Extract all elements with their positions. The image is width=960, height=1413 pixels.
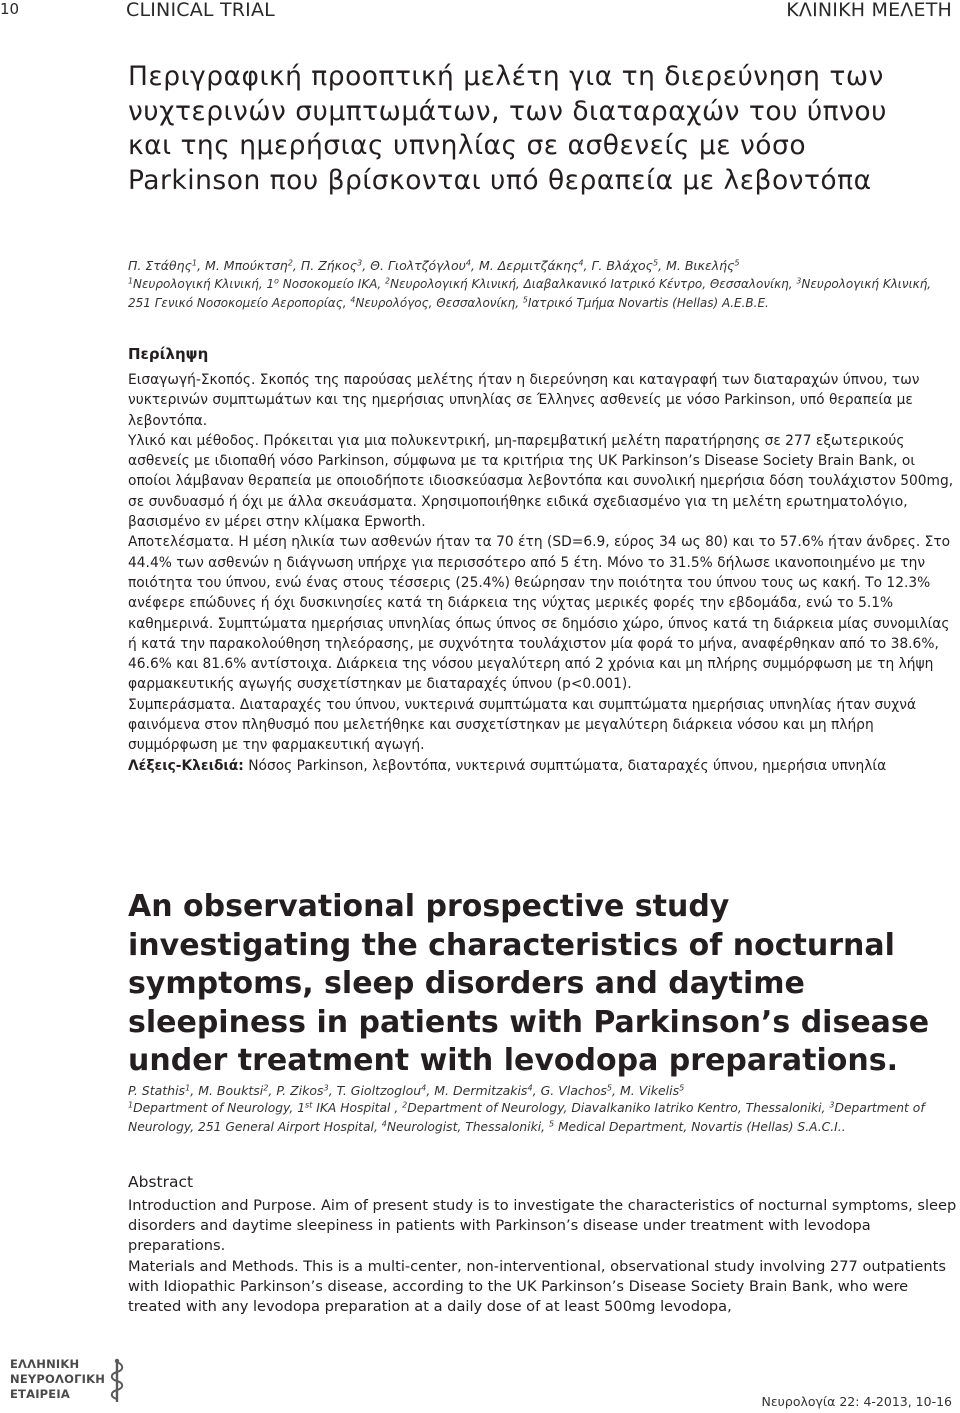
author-separator: , [190,1083,199,1098]
greek-abstract-heading: Περίληψη [128,345,209,363]
page-number: 10 [0,0,20,18]
author-name: Θ. Γιολτζόγλου [370,258,466,273]
society-logo [10,1357,130,1405]
english-abstract-introduction: Introduction and Purpose. Aim of present study is to investigate the characteristics of nocturnal symptoms, sleep disorders and daytime sleepiness in patients with Parkinson’s disease under treatment with levodopa preparations. [128,1197,957,1255]
affiliation-marker: 4 [381,1119,387,1129]
keywords-label: Λέξεις-Κλειδιά: [128,757,244,774]
author-separator: , [426,1083,435,1098]
affiliation-marker: 1 [191,257,198,268]
affiliation-marker: 5 [734,257,740,268]
english-author-list [128,1083,684,1098]
greek-abstract-results: Αποτελέσματα. Η μέση ηλικία των ασθενών ήταν τα 70 έτη (SD=6.9, εύρος 34 ως 80) και το 57.6% ήταν άνδρες. Στο 44.4% των ασθενών η διάγνωση υπήρχε για περισσότερο από 5 έτη. Μόνο το 31.5% δήλωσε ικανοποιημένο με την ποιότητα του ύπνου, ενώ ένας στους τέσσερις (25.4%) θεώρησαν την ποιότητα του ύπνου τους ως κακή. Το 12.3% ανέφερε επώδυνες ή όχι δυσκινησίες κατά τη διάρκεια της νύχτας μερικές φορές την εβδομάδα, ενώ το 5.1% καθημερινά. Συμπτώματα ημερήσιας υπνηλίας όπως ύπνος σε δημόσιο χώρο, ύπνος κατά τη διάρκεια μίας συνομιλίας ή κατά την παρακολούθηση τηλεόρασης, με συχνότητα τουλάχιστον μία φορά το μήνα, αναφέρθηκαν από το 38.6%, 46.6% και 81.6% αντίστοιχα. Διάρκεια της νόσου μεγαλύτερη από 2 χρόνια και μη πλήρης συμμόρφωση με τη λήψη φαρμακευτικής αγωγής συσχετίστηκαν με διαταραχές ύπνου (p<0.001). [128,534,951,693]
greek-abstract-introduction: Εισαγωγή-Σκοπός. Σκοπός της παρούσας μελέτης ήταν η διερεύνηση και καταγραφή των διαταραχών ύπνου, των νυκτερινών συμπτωμάτων και της ημερήσιας υπνηλίας σε Έλληνες ασθενείς με νόσο Parkinson, υπό θεραπεία με λεβοντόπα. [128,372,920,429]
affiliation-marker: 5 [606,1082,613,1093]
affiliation-marker: st [305,1100,313,1110]
author-name: Μ. Βικελής [666,258,735,273]
keywords-text: Νόσος Parkinson, λεβοντόπα, νυκτερινά συμπτώματα, διαταραχές ύπνου, ημερήσια υπνηλία [243,757,887,774]
logo-line-1: ΕΛΛΗΝΙΚΗ [10,1357,80,1371]
affiliation-text: Νευρολογική Κλινική, 251 Γενικό Νοσοκομείο Αεροπορίας, [128,277,932,310]
greek-article-title: Περιγραφική προοπτική μελέτη για τη διερεύνηση των νυχτερινών συμπτωμάτων, των διαταραχών του ύπνου και της ημερήσιας υπνηλίας σε ασθενείς με νόσο Parkinson που βρίσκονται υπό θεραπεία με λεβοντόπα [128,61,887,196]
author-name: P. Zikos [276,1083,324,1098]
author-name: M. Bouktsi [198,1083,264,1098]
author-separator: , [268,1083,277,1098]
author-name: Γ. Βλάχος [591,258,653,273]
english-abstract-methods: Materials and Methods. This is a multi-center, non-interventional, observational study involving 277 outpatients with Idiopathic Parkinson’s disease, according to the UK Parkinson’s Disease Society Brain Bank, who were treated with any levodopa preparation at a daily dose of at least 500mg levodopa, [128,1257,946,1316]
affiliation-marker: 4 [578,257,584,268]
affiliation-marker: 5 [522,295,528,305]
author-separator: , [362,258,371,273]
author-name: Μ. Δερμιτζάκης [478,258,579,273]
author-separator: , [292,258,301,273]
logo-line-3: ΕΤΑΙΡΕΙΑ [10,1387,70,1401]
affiliation-marker: 3 [796,276,802,286]
author-separator: , [658,258,667,273]
author-name: M. Dermitzakis [434,1083,528,1098]
affiliation-marker: 4 [527,1082,533,1093]
greek-abstract-methods: Υλικό και μέθοδος. Πρόκειται για μια πολυκεντρική, μη-παρεμβατική μελέτη παρατήρησης σε 277 εξωτερικούς ασθενείς με ιδιοπαθή νόσο Parkinson, σύμφωνα με τα κριτήρια της UK Parkinson’s Disease Society Brain Bank, οι οποίοι λάμβαναν θεραπεία με οποιοδήποτε ιδιοσκεύασμα λεβοντόπα και συνολική ημερήσια δόση τουλάχιστον 500mg, σε συνδυασμό ή όχι με άλλα σκευάσματα. Χρησιμοποιήθηκε ειδικά σχεδιασμένο για τη μελέτη ερωτηματολόγιο, βασισμένο εν μέρει στην κλίμακα Epworth. [128,432,954,531]
english-abstract-heading: Abstract [128,1173,194,1191]
affiliation-marker: 2 [263,1082,269,1093]
affiliation-marker: 5 [652,257,659,268]
affiliation-text: Department of Neurology, 1 [133,1101,306,1115]
affiliation-marker: 5 [679,1082,685,1093]
affiliation-text: Department of Neurology, Diavalkaniko Iatriko Kentro, Thessaloniki, [407,1101,830,1115]
affiliation-marker: 2 [385,276,390,286]
author-name: Μ. Μπούκτση [205,258,288,273]
author-separator: , [583,258,592,273]
author-separator: , [532,1083,541,1098]
affiliation-marker: 1 [128,276,133,286]
affiliation-marker: 2 [287,257,293,268]
affiliation-marker: 3 [357,257,363,268]
author-name: M. Vikelis [619,1083,680,1098]
affiliation-marker: 1 [128,1100,134,1110]
affiliation-text: IKA Hospital , [312,1101,403,1115]
affiliation-text: Νοσοκομείο ΙΚΑ, [278,277,386,291]
affiliation-marker: ο [274,276,279,286]
author-name: Π. Στάθης [128,258,192,273]
affiliation-marker: 3 [829,1100,835,1110]
affiliation-marker: 4 [350,295,356,305]
greek-author-list [128,258,740,273]
affiliation-marker: 3 [323,1082,329,1093]
affiliation-marker: 5 [548,1119,555,1129]
greek-keywords [128,756,958,776]
greek-affiliations [128,275,948,313]
author-name: G. Vlachos [540,1083,607,1098]
greek-abstract-conclusions: Συμπεράσματα. Διαταραχές του ύπνου, νυκτερινά συμπτώματα και συμπτώματα ημερήσιας υπνηλίας ήταν συχνά φαινόμενα στον πληθυσμό που μελετήθηκε και συσχετίστηκαν με μεγαλύτερη διάρκεια νόσου και μη πλήρη συμμόρφωση με την φαρμακευτική αγωγή. [128,696,917,754]
author-name: P. Stathis [128,1083,186,1098]
english-abstract [128,1196,958,1317]
affiliation-text: Ιατρικό Τμήμα Novartis (Hellas) Α.Ε.Β.Ε. [527,296,769,310]
affiliation-text: Νευρολογική Κλινική, 1 [132,277,275,291]
affiliation-text: Department of Neurology, 251 General Airport Hospital, [128,1101,925,1134]
affiliation-marker: 4 [465,257,472,268]
affiliation-text: Νευρολογική Κλινική, Διαβαλκανικό Ιατρικό Κέντρο, Θεσσαλονίκη, [390,277,797,291]
english-affiliations [128,1099,948,1137]
author-name: Π. Ζήκος [300,258,358,273]
author-separator: , [471,258,479,273]
section-label-english: CLINICAL TRIAL [126,0,275,21]
affiliation-text: Νευρολόγος, Θεσσαλονίκη, [355,296,523,310]
author-separator: , [328,1083,337,1098]
greek-abstract [128,370,958,776]
english-article-title: An observational prospective study investigating the characteristics of nocturnal symptoms, sleep disorders and daytime sleepiness in patients with Parkinson’s disease under treatment with levodopa preparations. [128,889,930,1078]
logo-line-2: ΝΕΥΡΟΛΟΓΙΚΗ [10,1372,106,1386]
affiliation-marker: 4 [421,1082,427,1093]
affiliation-text: Medical Department, Novartis (Hellas) S.A.C.I.. [554,1120,846,1134]
logo-text [10,1357,105,1402]
author-name: T. Gioltzoglou [336,1083,422,1098]
affiliation-text: Neurologist, Thessaloniki, [386,1120,549,1134]
journal-citation: Νευρολογία 22: 4-2013, 10-16 [761,1394,952,1409]
section-label-greek: ΚΛΙΝΙΚΗ ΜΕΛΕΤΗ [786,0,952,21]
author-separator: , [612,1083,620,1098]
affiliation-marker: 1 [185,1082,191,1093]
author-separator: , [197,258,206,273]
staff-of-asclepius-icon [106,1357,128,1403]
affiliation-marker: 2 [402,1100,408,1110]
